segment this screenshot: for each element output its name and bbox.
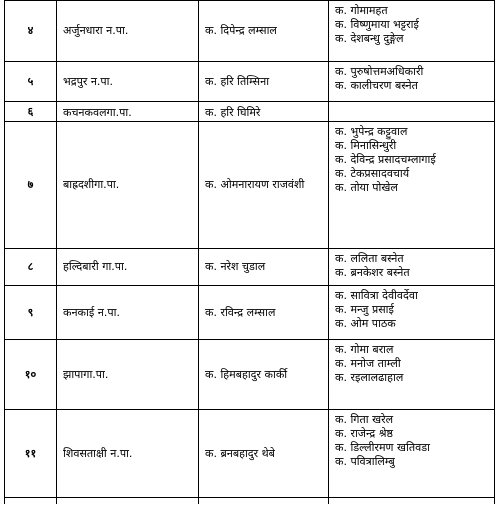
local-body-name: कनकाई न.पा. — [57, 286, 199, 340]
coordinator-name: क. रविन्द्र लम्साल — [199, 286, 329, 340]
member-name: क. ब्रनकेशर बस्नेत — [335, 266, 410, 279]
coordinator-name: क. ब्रनबहादुर थेबे — [199, 410, 329, 498]
member-name: क. ललिता बस्नेत — [335, 252, 404, 265]
coordinator-name: क. हरि घिमिरे — [199, 102, 329, 122]
member-name: क. कालीचरण बस्नेत — [335, 79, 418, 92]
table-row-partial — [5, 498, 495, 505]
members-list — [329, 122, 495, 249]
empty-cell — [57, 498, 199, 505]
empty-cell — [329, 498, 495, 505]
coordinator-name: क. हिमबहादुर कार्की — [199, 340, 329, 410]
coordinator-name: क. दिपेन्द्र लम्साल — [199, 1, 329, 62]
committee-table — [4, 0, 495, 504]
table-row — [5, 62, 495, 102]
member-name: क. विष्णुमाया भट्टराई — [335, 18, 419, 31]
member-name: क. ओम पाठक — [335, 317, 396, 330]
members-list — [329, 102, 495, 122]
row-number: ९ — [5, 286, 57, 340]
member-name: क. गिता खरेल — [335, 413, 394, 426]
members-list — [329, 1, 495, 62]
table-body — [5, 1, 495, 505]
local-body-name: शिवसताक्षी न.पा. — [57, 410, 199, 498]
member-name: क. पवित्रालिम्बु — [335, 455, 395, 468]
members-list — [329, 249, 495, 286]
row-number: ४ — [5, 1, 57, 62]
table-row — [5, 410, 495, 498]
member-name: क. देविन्द्र प्रसादचम्लागाई — [335, 153, 436, 166]
member-name: क. भुपेन्द्र कट्टुवाल — [335, 125, 408, 138]
members-list — [329, 62, 495, 102]
row-number: १० — [5, 340, 57, 410]
member-name: क. मनोज ताम्ली — [335, 357, 401, 370]
row-number: ७ — [5, 122, 57, 249]
member-name: क. मिनासिन्धुरी — [335, 139, 397, 152]
local-body-name: झापागा.पा. — [57, 340, 199, 410]
member-name: क. तोया पोखेल — [335, 181, 398, 194]
member-name: क. गोमा बराल — [335, 343, 394, 356]
members-list — [329, 286, 495, 340]
table-row — [5, 249, 495, 286]
row-number: ११ — [5, 410, 57, 498]
row-number: ६ — [5, 102, 57, 122]
member-name: क. रइलालढाहाल — [335, 371, 404, 384]
table-row — [5, 122, 495, 249]
member-name: क. मन्जु प्रसाई — [335, 303, 394, 316]
member-name: क. सावित्रा देवीवर्देवा — [335, 289, 418, 302]
empty-cell — [5, 498, 57, 505]
member-name: क. पुरुषोत्तमअधिकारी — [335, 65, 424, 78]
local-body-name: अर्जुनधारा न.पा. — [57, 1, 199, 62]
local-body-name: हल्दिबारी गा.पा. — [57, 249, 199, 286]
table-row — [5, 1, 495, 62]
coordinator-name: क. ओमनारायण राजवंशी — [199, 122, 329, 249]
member-name: क. डिल्लीरमण खतिवडा — [335, 441, 430, 454]
table-row — [5, 340, 495, 410]
table-row — [5, 286, 495, 340]
local-body-name: बाह्रदशीगा.पा. — [57, 122, 199, 249]
member-name: क. गोमामहत — [335, 4, 388, 17]
member-name: क. राजेन्द्र श्रेष्ठ — [335, 427, 393, 440]
member-name: क. टेकप्रसादवचार्य — [335, 167, 410, 180]
empty-cell — [199, 498, 329, 505]
row-number: ५ — [5, 62, 57, 102]
member-name: क. देशबन्धु दुङ्गेल — [335, 32, 404, 45]
members-list — [329, 340, 495, 410]
local-body-name: कचनकवलगा.पा. — [57, 102, 199, 122]
coordinator-name: क. नरेश चुडाल — [199, 249, 329, 286]
row-number: ८ — [5, 249, 57, 286]
coordinator-name: क. हरि तिम्सिना — [199, 62, 329, 102]
local-body-name: भद्रपुर न.पा. — [57, 62, 199, 102]
table-row — [5, 102, 495, 122]
members-list — [329, 410, 495, 498]
